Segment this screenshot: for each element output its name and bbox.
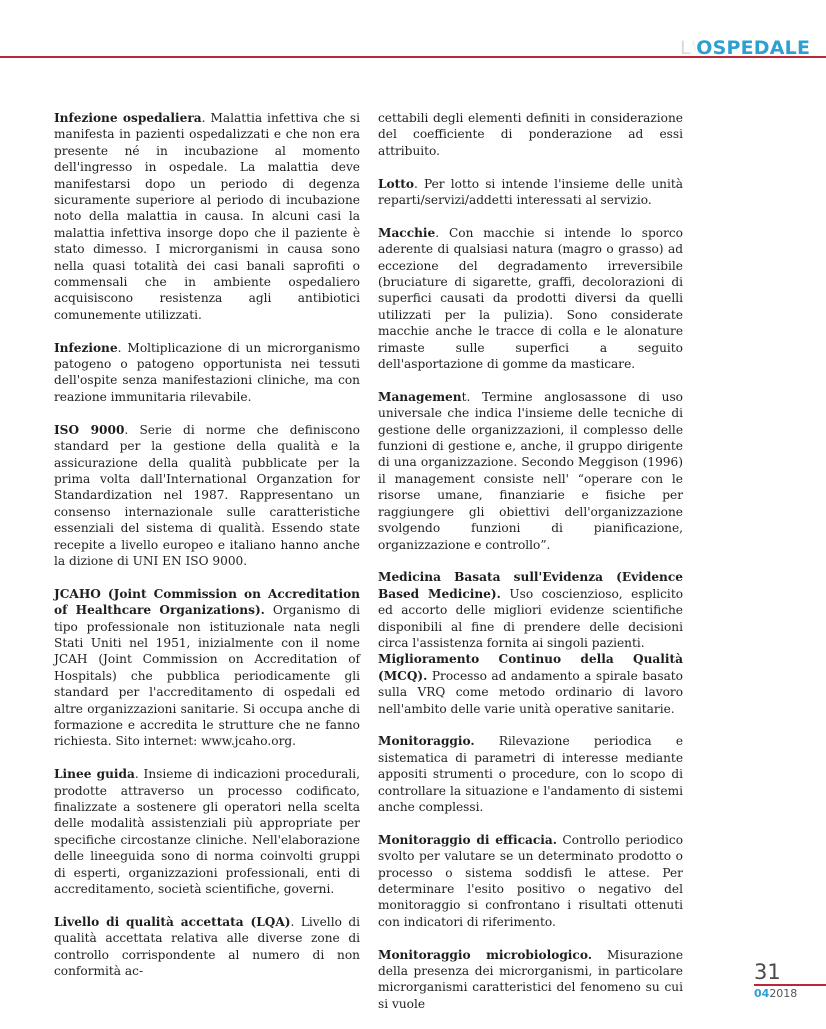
glossary-entry [54, 766, 360, 897]
entry-text: . Per lotto si intende l'insieme delle unità reparti/servizi/addetti interessati al servizio. [378, 176, 683, 208]
entry-term: Miglioramento Continuo della Qualità (MCQ). [378, 652, 683, 683]
right-column [378, 110, 683, 1029]
glossary-entry [378, 225, 683, 373]
entry-term: JCAHO (Joint Commission on Accreditation of Healthcare Organizations). [54, 586, 360, 618]
entry-text: . Serie di norme che definiscono standard per la gestione della qualità e la assicurazione della qualità pubblicate per la prima volta dall'International Organzation for Standardization nel 1987. Rappresentano un consenso internazionale sulle caratteristiche essenziali del sistema di qualità. Essendo state recepite a livello europeo e italiano hanno anche la dizione di UNI EN ISO 9000. [54, 422, 360, 568]
entry-term: ISO 9000 [54, 422, 125, 437]
entry-text: t. Termine anglosassone di uso universale che indica l'insieme delle tecniche di gestione delle organizzazioni, il complesso delle funzioni di gestione e, anche, il gruppo dirigente di una organizzazione. Secondo Meggison (1996) il management consiste nell' “operare con le risorse umane, finanziarie e fisiche per raggiungere gli obiettivi dell'organizzazione svolgendo funzioni di pianificazione, organizzazione e controllo”. [378, 389, 683, 552]
glossary-entry [54, 340, 360, 406]
glossary-entry [54, 586, 360, 750]
entry-text: cettabili degli elementi definiti in considerazione del coefficiente di ponderazione ad essi attribuito. [378, 111, 683, 158]
issue-year: 2018 [769, 987, 798, 1000]
glossary-entry [378, 569, 683, 651]
entry-text: Rilevazione periodica e sistematica di parametri di interesse mediante appositi strumenti o procedure, con lo scopo di controllare la situazione e l'andamento di sistemi anche complessi. [378, 734, 683, 814]
entry-text: . Malattia infettiva che si manifesta in pazienti ospedalizzati e che non era presente né in incubazione al momento dell'ingresso in ospedale. La malattia deve manifestarsi dopo un periodo di degenza sicuramente superiore al periodo di incubazione noto della malattia in causa. In alcuni casi la malattia infettiva insorge dopo che il paziente è stato dimesso. I microrganismi in causa sono nella quasi totalità dei casi banali saprofiti o commensali che in ambiente ospedaliero acquisiscono resistenza agli antibiotici comunemente utilizzati. [54, 111, 360, 322]
logo-word: OSPEDALE [696, 37, 811, 59]
glossary-entry [378, 947, 683, 1013]
entry-term: Livello di qualità accettata (LQA) [54, 914, 291, 929]
entry-term: Monitoraggio. [378, 734, 475, 749]
logo-apostrophe: ' [690, 37, 697, 59]
entry-text: Controllo periodico svolto per valutare se un determinato prodotto o processo o sistema soddisfi le attese. Per determinare l'esito positivo o negativo del monitoraggio si confrontano i risultati ottenuti con indicatori di riferimento. [378, 832, 684, 929]
footer-rule [754, 984, 826, 986]
entry-term: Monitoraggio microbiologico. [378, 947, 592, 962]
entry-text: Organismo di tipo professionale non istituzionale nata negli Stati Uniti nel 1951, inizialmente con il nome JCAH (Joint Commission on Accreditation of Hospitals) che pubblica periodicamente gli standard per l'accreditamento di ospedali ed altre organizzazioni sanitarie. Si occupa anche di formazione e accredita le strutture che ne fanno richiesta. Sito internet: www.jcaho.org. [54, 603, 360, 749]
entry-term: Macchie [378, 225, 436, 240]
entry-term: Infezione [54, 340, 118, 355]
entry-text: Misurazione della presenza dei microrganismi, in particolare microrganismi caratteristici del fenomeno su cui si vuole [378, 947, 684, 1011]
issue-label [754, 987, 797, 1001]
logo-letter-l: L [680, 37, 691, 59]
glossary-entry [378, 651, 683, 717]
issue-number: 04 [754, 987, 770, 1000]
entry-term: Managemen [378, 389, 462, 404]
entry-text: . Livello di qualità accettata relativa alle diverse zone di controllo corrispondente al numero di non conformità ac- [54, 914, 360, 979]
entry-text: Uso coscienzioso, esplicito ed accorto delle migliori evidenze scientifiche disponibili al fine di prendere delle decisioni circa l'assistenza fornita ai singoli pazienti. [378, 586, 684, 650]
entry-text: Processo ad andamento a spirale basato sulla VRQ come metodo ordinario di lavoro nell'ambito delle varie unità operative sanitarie. [378, 668, 683, 716]
glossary-entry [378, 389, 683, 553]
magazine-logo [680, 36, 826, 60]
glossary-entry [54, 914, 360, 980]
glossary-entry [378, 733, 683, 815]
entry-text: . Con macchie si intende lo sporco aderente di qualsiasi natura (magro o grasso) ad eccezione del degradamento irreversibile (bruciature di sigarette, graffi, decolorazioni di superfici causati da prodotti diversi da quelli utilizzati per la pulizia). Sono considerate macchie anche le tracce di colla e le alonature rimaste sulle superfici a seguito dell'asportazione di gomme da masticare. [378, 225, 683, 372]
glossary-entry [378, 110, 683, 159]
left-column [54, 110, 360, 996]
entry-term: Linee guida [54, 767, 135, 782]
entry-term: Medicina Basata sull'Evidenza (Evidence Based Medicine). [378, 570, 683, 601]
glossary-entry [378, 176, 683, 209]
page-number: 31 [754, 960, 781, 984]
entry-text: . Insieme di indicazioni procedurali, prodotte attraverso un processo codificato, finalizzate a sostenere gli operatori nella scelta delle modalità assistenziali più appropriate per specifiche circostanze cliniche. Nell'elaborazione delle lineeguida sono di norma coinvolti gruppi di esperti, organizzazioni professionali, enti di accreditamento, società scientifiche, governi. [54, 767, 360, 897]
glossary-entry [54, 110, 360, 323]
entry-term: Lotto [378, 176, 414, 191]
entry-term: Monitoraggio di efficacia. [378, 832, 557, 847]
entry-text: . Moltiplicazione di un microrganismo patogeno o patogeno opportunista nei tessuti dell'ospite senza manifestazioni cliniche, ma con reazione immunitaria rilevabile. [54, 340, 360, 404]
entry-term: Infezione ospedaliera [54, 111, 202, 125]
glossary-entry [378, 832, 683, 930]
glossary-entry [54, 422, 360, 570]
